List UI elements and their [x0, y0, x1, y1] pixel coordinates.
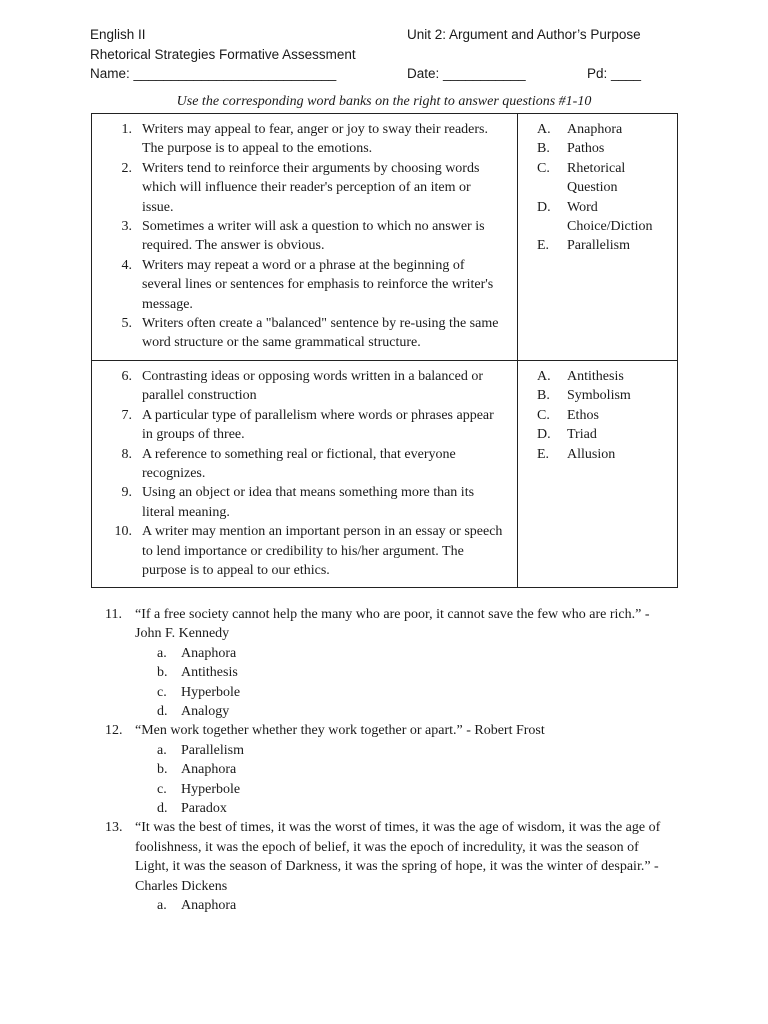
unit-title: Unit 2: Argument and Author’s Purpose — [407, 27, 641, 42]
question-number: 10. — [114, 524, 132, 540]
choice-text: Parallelism — [181, 742, 244, 758]
option-letter: A. — [537, 369, 551, 384]
option-letter: E. — [537, 446, 550, 462]
question-item — [92, 217, 512, 256]
option-text: Rhetorical Question — [567, 160, 626, 196]
choice-item[interactable] — [135, 896, 672, 915]
question-list — [92, 367, 512, 580]
option-letter: C. — [537, 160, 550, 176]
option-text: Antithesis — [567, 369, 624, 384]
option-letter: D. — [537, 427, 551, 443]
question-number: 9. — [121, 485, 132, 501]
question-number: 11. — [105, 607, 122, 622]
option-text: Parallelism — [567, 238, 630, 254]
question-item — [92, 367, 512, 406]
assessment-title: Rhetorical Strategies Formative Assessment — [90, 47, 356, 62]
option-letter: C. — [537, 407, 550, 423]
question-text: Using an object or idea that means something more than its literal meaning. — [142, 485, 475, 520]
question-text: Contrasting ideas or opposing words written in a balanced or parallel construction — [142, 369, 483, 404]
question-number: 5. — [121, 316, 132, 332]
question-text: Writers tend to reinforce their arguments by choosing words which will influence their reader's perception of an item or issue. — [142, 160, 480, 215]
option-letter: A. — [537, 122, 551, 137]
choice-list — [135, 644, 672, 722]
question-item — [92, 483, 512, 522]
choice-item[interactable] — [135, 780, 672, 799]
option-text: Anaphora — [567, 122, 623, 137]
name-field[interactable]: Name: ___________________________ — [90, 66, 337, 81]
choice-item[interactable] — [135, 702, 672, 721]
option-item — [517, 139, 677, 158]
choice-letter: d. — [157, 801, 168, 817]
question-number: 6. — [121, 369, 132, 384]
option-item — [517, 236, 677, 255]
question-text: “It was the best of times, it was the worst of times, it was the age of wisdom, it was the age of foolishness, it was the epoch of belief, it was the epoch of incredulity, it was the season of Light, it was the season of Darkness, it was the spring of hope, it was the winter of despair.” - Charles Dickens — [135, 820, 661, 894]
question-text: “If a free society cannot help the many who are poor, it cannot save the few who are rich.” - John F. Kennedy — [135, 607, 650, 642]
question-number: 3. — [121, 219, 132, 235]
option-text: Symbolism — [567, 388, 631, 404]
option-item — [517, 367, 677, 386]
question-number: 8. — [121, 446, 132, 462]
option-text: Pathos — [567, 141, 605, 157]
choice-letter: d. — [157, 704, 168, 720]
question-text: Writers may repeat a word or a phrase at the beginning of several lines or sentences for emphasis to reinforce the writer's message. — [142, 257, 494, 312]
question-item — [92, 256, 512, 314]
choice-item[interactable] — [135, 644, 672, 663]
question-text: “Men work together whether they work together or apart.” - Robert Frost — [135, 723, 545, 739]
question-number: 4. — [121, 257, 132, 273]
option-text: Word Choice/Diction — [567, 199, 653, 235]
option-item — [517, 198, 677, 237]
option-letter: B. — [537, 388, 550, 404]
option-item — [517, 425, 677, 444]
question-item — [92, 314, 512, 353]
choice-item[interactable] — [135, 663, 672, 682]
choice-letter: c. — [157, 781, 167, 797]
question-text: A reference to something real or fictional, that everyone recognizes. — [142, 446, 456, 482]
mc-question-11 — [0, 605, 768, 721]
question-text: Writers may appeal to fear, anger or joy to sway their readers. The purpose is to appeal to the emotions. — [142, 122, 489, 157]
question-number: 7. — [121, 407, 132, 423]
multiple-choice-section — [0, 605, 768, 916]
question-text: Writers often create a "balanced" sentence by re-using the same word structure or the same grammatical structure. — [142, 316, 499, 351]
course-title: English II — [90, 27, 146, 42]
question-number: 2. — [121, 160, 132, 176]
question-item — [92, 522, 512, 580]
choice-text: Paradox — [181, 801, 227, 817]
choice-item[interactable] — [135, 683, 672, 702]
question-item — [92, 159, 512, 217]
option-text: Allusion — [567, 446, 616, 462]
choice-letter: a. — [157, 898, 167, 914]
choice-letter: a. — [157, 645, 167, 661]
question-item — [92, 445, 512, 484]
option-letter: D. — [537, 199, 551, 215]
choice-text: Analogy — [181, 704, 230, 720]
choice-text: Anaphora — [181, 762, 237, 778]
word-bank-options — [517, 367, 677, 464]
question-text: A particular type of parallelism where words or phrases appear in groups of three. — [142, 407, 494, 443]
choice-text: Hyperbole — [181, 684, 241, 700]
option-letter: B. — [537, 141, 550, 157]
option-text: Ethos — [567, 407, 599, 423]
word-bank-table-1 — [91, 113, 678, 361]
option-item — [517, 386, 677, 405]
option-item — [517, 406, 677, 425]
choice-letter: b. — [157, 762, 168, 778]
word-bank-table-2 — [91, 360, 678, 588]
date-field[interactable]: Date: ___________ — [407, 66, 526, 81]
option-item — [517, 159, 677, 198]
mc-question-12 — [0, 721, 768, 818]
choice-text: Anaphora — [181, 645, 237, 661]
choice-text: Antithesis — [181, 665, 238, 681]
mc-question-13 — [0, 818, 768, 915]
option-item — [517, 120, 677, 139]
choice-list — [135, 741, 672, 819]
choice-text: Hyperbole — [181, 781, 241, 797]
question-number: 12. — [105, 723, 123, 739]
option-letter: E. — [537, 238, 550, 254]
question-number: 13. — [105, 820, 123, 836]
choice-letter: b. — [157, 665, 168, 681]
choice-item[interactable] — [135, 760, 672, 779]
choice-item[interactable] — [135, 741, 672, 760]
question-item — [92, 120, 512, 159]
choice-text: Anaphora — [181, 898, 237, 914]
question-item — [92, 406, 512, 445]
instructions: Use the corresponding word banks on the right to answer questions #1-10 — [176, 94, 592, 109]
period-field[interactable]: Pd: ____ — [587, 66, 642, 81]
choice-letter: c. — [157, 684, 167, 700]
option-text: Triad — [567, 427, 597, 443]
choice-list — [135, 896, 672, 915]
word-bank-options — [517, 120, 677, 256]
choice-letter: a. — [157, 742, 167, 758]
question-text: A writer may mention an important person in an essay or speech to lend importance or credibility to his/her argument. The purpose is to appeal to our ethics. — [142, 524, 503, 579]
choice-item[interactable] — [135, 799, 672, 818]
question-list — [92, 120, 512, 353]
question-number: 1. — [121, 122, 132, 137]
option-item — [517, 445, 677, 464]
question-text: Sometimes a writer will ask a question to which no answer is required. The answer is obvious. — [142, 219, 485, 254]
